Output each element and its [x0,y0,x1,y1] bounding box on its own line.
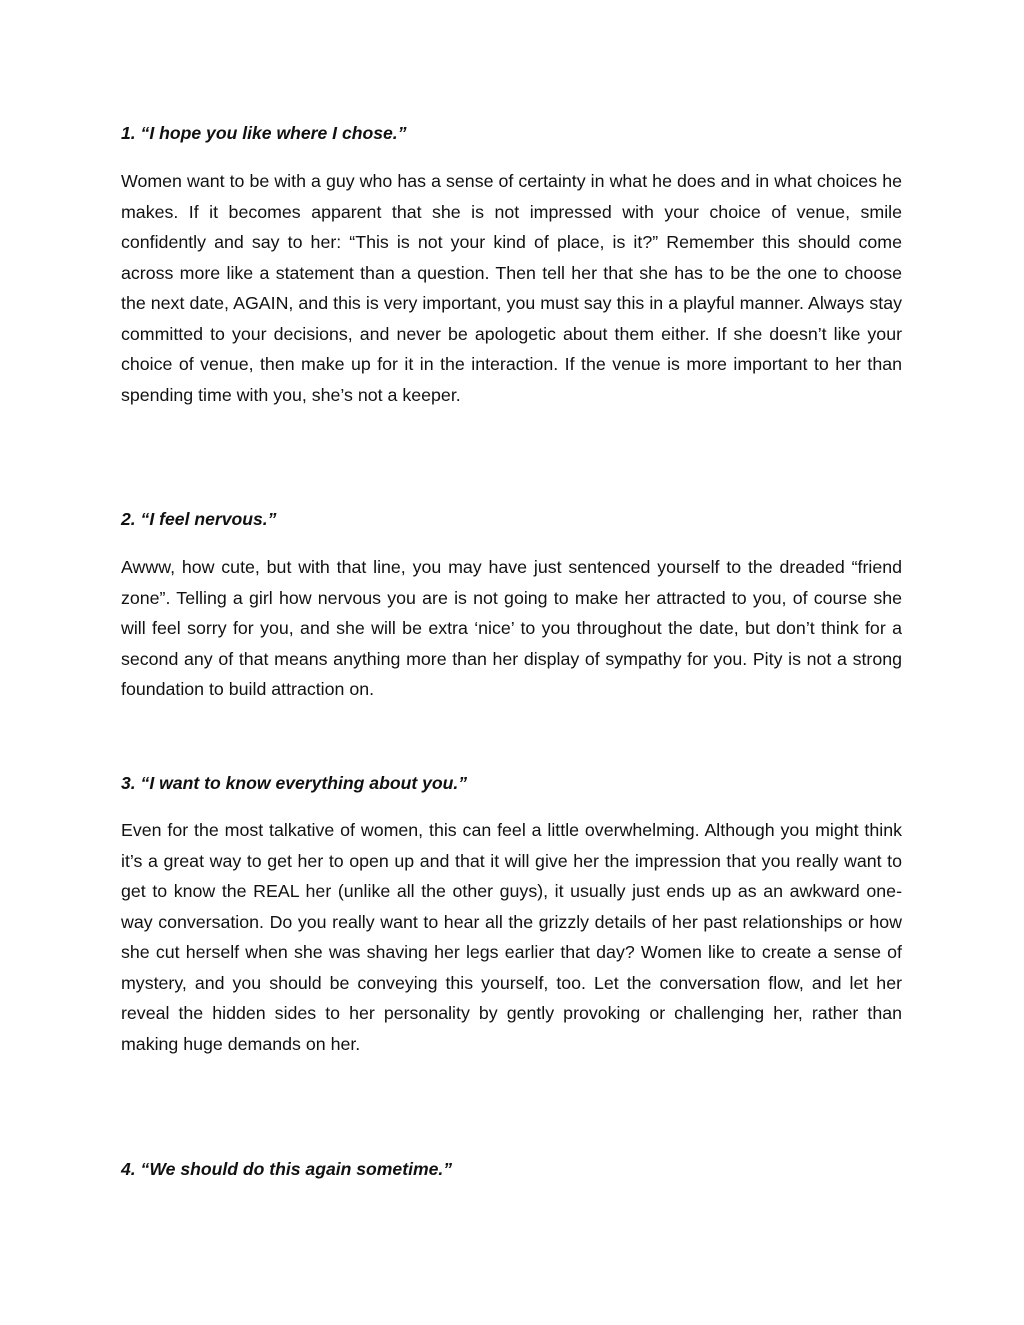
section-body-2: Awww, how cute, but with that line, you may have just sentenced yourself to the dreaded “friend zone”. Telling a girl how nervous you are is not going to make her attracted to you, of course she will feel sorry for you, and she will be extra ‘nice’ to you throughout the date, but don’t think for a second any of that means anything more than her display of sympathy for you. Pity is not a strong foundation to build attraction on. [121,557,902,699]
section-heading-1: 1. “I hope you like where I chose.” [121,123,407,143]
section-heading-4: 4. “We should do this again sometime.” [121,1159,453,1179]
section-heading-3: 3. “I want to know everything about you.” [121,773,468,793]
section-body-3: Even for the most talkative of women, this can feel a little overwhelming. Although you might think it’s a great way to get her to open up and that it will give her the impression that you really want to get to know the REAL her (unlike all the other guys), it usually just ends up as an awkward one-way conversation. Do you really want to hear all the grizzly details of her past relationships or how she cut herself when she was shaving her legs earlier that day? Women like to create a sense of mystery, and you should be conveying this yourself, too. Let the conversation flow, and let her reveal the hidden sides to her personality by gently provoking or challenging her, rather than making huge demands on her. [121,820,902,1054]
section-heading-2: 2. “I feel nervous.” [121,509,277,529]
section-body-1: Women want to be with a guy who has a sense of certainty in what he does and in what choices he makes. If it becomes apparent that she is not impressed with your choice of venue, smile confidently and say to her: “This is not your kind of place, is it?” Remember this should come across more like a statement than a question. Then tell her that she has to be the one to choose the next date, AGAIN, and this is very important, you must say this in a playful manner. Always stay committed to your decisions, and never be apologetic about them either. If she doesn’t like your choice of venue, then make up for it in the interaction. If the venue is more important to her than spending time with you, she’s not a keeper. [121,171,902,405]
